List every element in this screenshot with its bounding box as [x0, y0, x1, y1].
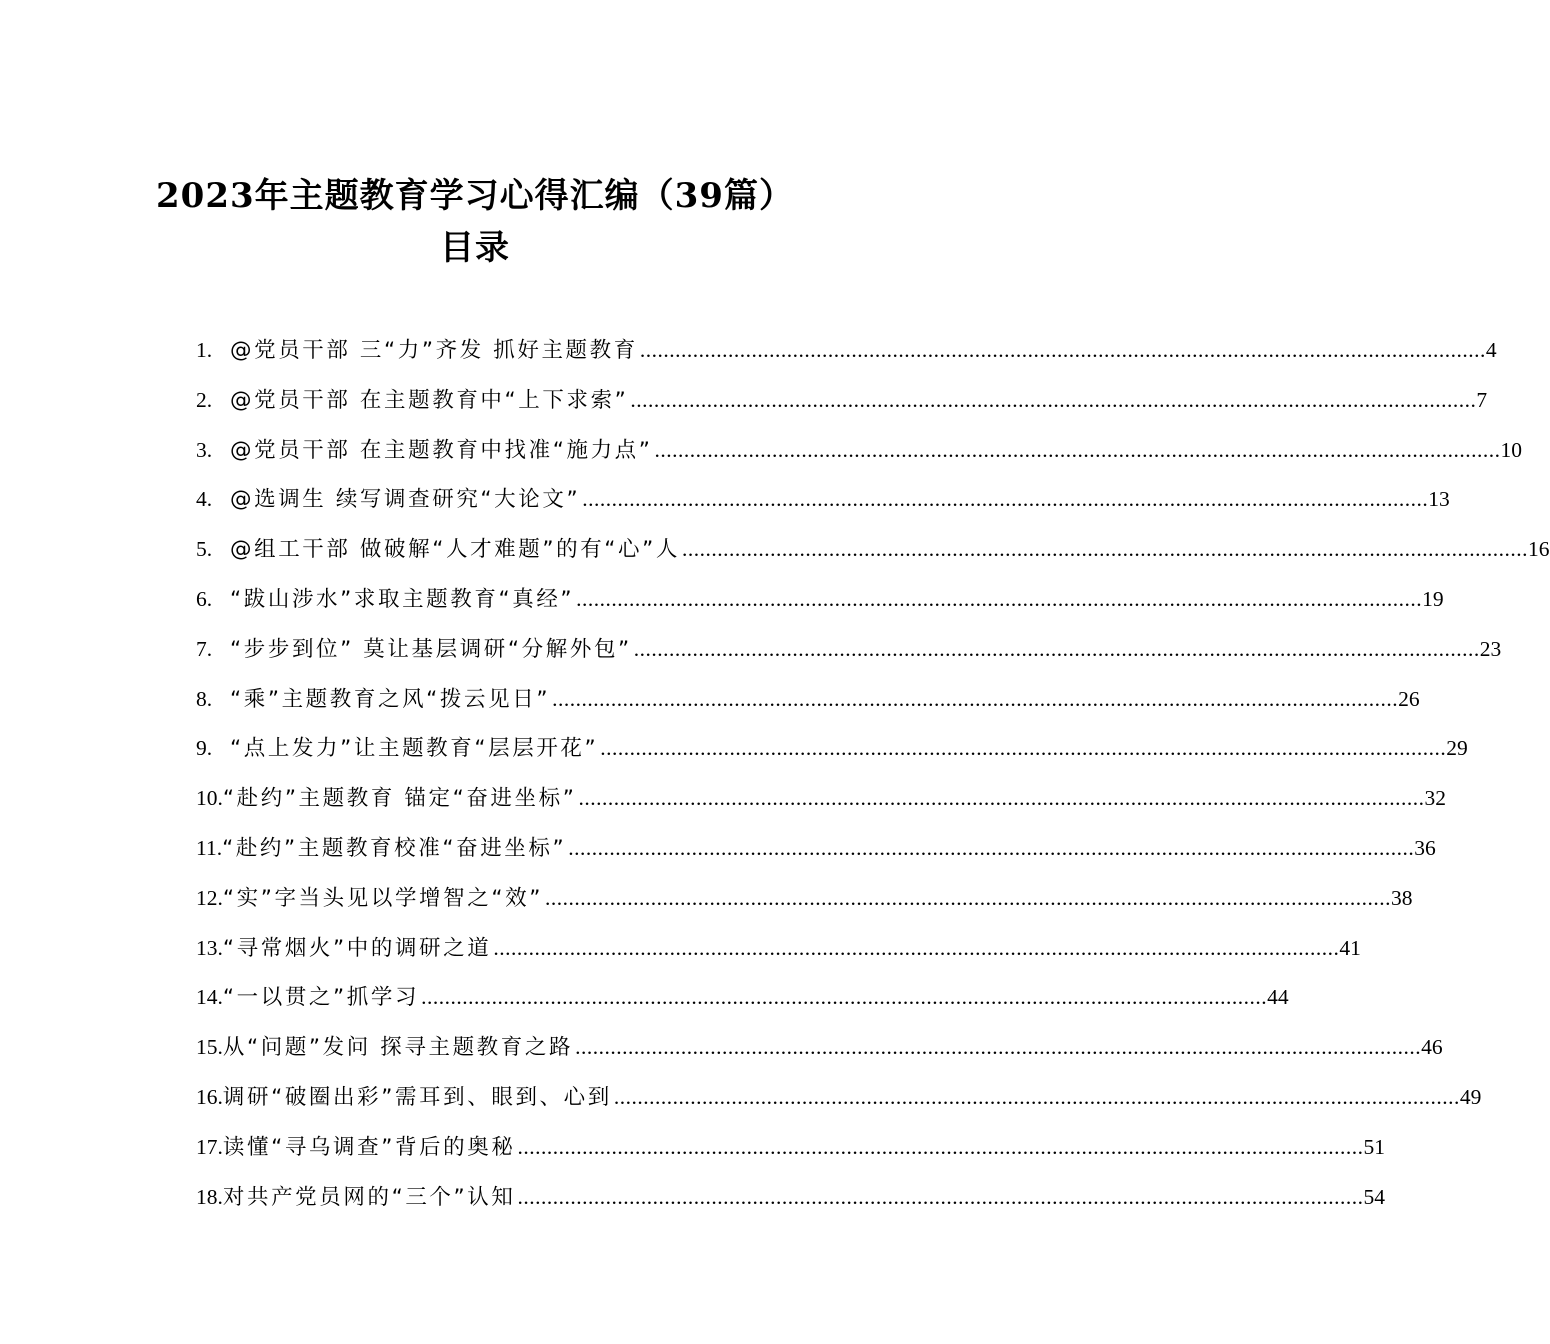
toc-entry-number: 2.	[196, 387, 213, 412]
toc-entry[interactable]	[196, 326, 1497, 376]
toc-dot-leader	[614, 1073, 1460, 1123]
toc-dot-leader	[575, 1023, 1421, 1073]
toc-entry-page-number: 32	[1424, 786, 1446, 811]
toc-dot-leader	[582, 475, 1428, 525]
toc-entry-title: “赴约”主题教育 锚定“奋进坐标”	[222, 786, 577, 812]
toc-entry-title: @党员干部 在主题教育中“上下求索”	[230, 387, 629, 413]
document-title	[0, 170, 950, 274]
toc-entry-number: 14.	[196, 985, 223, 1010]
toc-entry[interactable]	[196, 575, 1444, 625]
toc-entry-number: 10.	[196, 786, 223, 811]
toc-entry-title: @选调生 续写调查研究“大论文”	[230, 487, 581, 513]
toc-entry-page-number: 46	[1421, 1035, 1443, 1060]
toc-entry-page-number: 51	[1363, 1134, 1385, 1159]
toc-entry-title: “步步到位” 莫让基层调研“分解外包”	[230, 636, 632, 662]
toc-dot-leader	[545, 874, 1391, 924]
toc-dot-leader	[630, 376, 1476, 426]
toc-entry-number: 15.	[196, 1035, 223, 1060]
toc-entry-title: 调研“破圈出彩”需耳到、眼到、心到	[222, 1084, 612, 1110]
toc-entry[interactable]	[196, 475, 1450, 525]
toc-entry-number: 4.	[196, 487, 213, 512]
toc-entry[interactable]	[196, 1073, 1482, 1123]
title-line-1: 2023年主题教育学习心得汇编（39篇）	[156, 176, 794, 216]
toc-dot-leader	[421, 973, 1267, 1023]
title-line-2: 目录	[440, 228, 510, 268]
toc-dot-leader	[655, 426, 1501, 476]
toc-entry-title: @组工干部 做破解“人才难题”的有“心”人	[230, 537, 680, 563]
toc-entry-number: 6.	[196, 586, 213, 611]
toc-entry[interactable]	[196, 525, 1550, 575]
toc-entry-page-number: 19	[1422, 586, 1444, 611]
toc-entry-page-number: 49	[1459, 1084, 1482, 1109]
toc-entry-title: “跋山涉水”求取主题教育“真经”	[230, 586, 575, 612]
toc-entry[interactable]	[196, 675, 1420, 725]
toc-entry-title: “寻常烟火”中的调研之道	[222, 935, 492, 961]
toc-entry-page-number: 29	[1446, 736, 1468, 761]
toc-entry-number: 18.	[196, 1184, 223, 1209]
toc-entry[interactable]	[196, 426, 1523, 476]
toc-entry-number: 7.	[196, 636, 213, 661]
toc-entry-number: 8.	[196, 686, 213, 711]
toc-entry[interactable]	[196, 973, 1289, 1023]
toc-entry[interactable]	[196, 1173, 1385, 1223]
toc-entry-title: “实”字当头见以学增智之“效”	[222, 885, 543, 911]
toc-entry[interactable]	[196, 924, 1361, 974]
toc-entry-title: 从“问题”发问 探寻主题教育之路	[222, 1035, 574, 1061]
toc-entry[interactable]	[196, 625, 1502, 675]
toc-entry-number: 12.	[196, 885, 223, 910]
toc-entry-number: 13.	[196, 935, 223, 960]
toc-dot-leader	[568, 824, 1414, 874]
toc-entry-page-number: 38	[1390, 885, 1413, 910]
toc-entry-page-number: 16	[1528, 537, 1550, 562]
toc-dot-leader	[576, 575, 1422, 625]
toc-entry-title: “点上发力”让主题教育“层层开花”	[230, 736, 599, 762]
toc-entry-number: 1.	[196, 338, 213, 362]
toc-entry-page-number: 23	[1479, 636, 1502, 661]
toc-entry-number: 3.	[196, 437, 213, 462]
toc-entry-number: 11.	[196, 835, 223, 860]
toc-entry[interactable]	[196, 724, 1468, 774]
toc-entry-page-number: 44	[1267, 985, 1289, 1010]
toc-entry-page-number: 13	[1428, 487, 1450, 512]
toc-entry-title: “赴约”主题教育校准“奋进坐标”	[222, 835, 567, 861]
toc-dot-leader	[517, 1173, 1363, 1223]
toc-entry-title: “一以贯之”抓学习	[222, 985, 420, 1011]
toc-entry[interactable]	[196, 1023, 1443, 1073]
toc-entry[interactable]	[196, 1123, 1385, 1173]
toc-entry-page-number: 36	[1414, 835, 1436, 860]
toc-dot-leader	[634, 625, 1480, 675]
toc-entry-number: 17.	[196, 1134, 223, 1159]
toc-entry[interactable]	[196, 874, 1413, 924]
toc-entry-page-number: 7	[1476, 387, 1488, 412]
toc-entry-title: @党员干部 在主题教育中找准“施力点”	[230, 437, 653, 463]
table-of-contents	[196, 326, 1550, 1222]
toc-dot-leader	[682, 525, 1528, 575]
toc-entry-title: @党员干部 三“力”齐发 抓好主题教育	[230, 338, 638, 363]
toc-entry-page-number: 10	[1500, 437, 1523, 462]
toc-entry[interactable]	[196, 824, 1436, 874]
toc-entry-title: 读懂“寻乌调查”背后的奥秘	[222, 1134, 516, 1160]
toc-dot-leader	[600, 724, 1446, 774]
toc-entry[interactable]	[196, 376, 1488, 426]
toc-entry-page-number: 4	[1485, 338, 1497, 362]
toc-entry-page-number: 26	[1398, 686, 1420, 711]
toc-entry-number: 9.	[196, 736, 213, 761]
toc-entry-title: 对共产党员网的“三个”认知	[222, 1184, 516, 1210]
toc-dot-leader	[552, 675, 1398, 725]
toc-entry-page-number: 54	[1363, 1184, 1385, 1209]
toc-entry-title: “乘”主题教育之风“拨云见日”	[230, 686, 551, 712]
toc-dot-leader	[640, 326, 1486, 376]
toc-dot-leader	[517, 1123, 1363, 1173]
toc-entry-number: 16.	[196, 1084, 223, 1109]
toc-entry-number: 5.	[196, 537, 213, 562]
toc-entry[interactable]	[196, 774, 1446, 824]
toc-entry-page-number: 41	[1339, 935, 1361, 960]
toc-dot-leader	[578, 774, 1424, 824]
toc-dot-leader	[493, 924, 1339, 974]
